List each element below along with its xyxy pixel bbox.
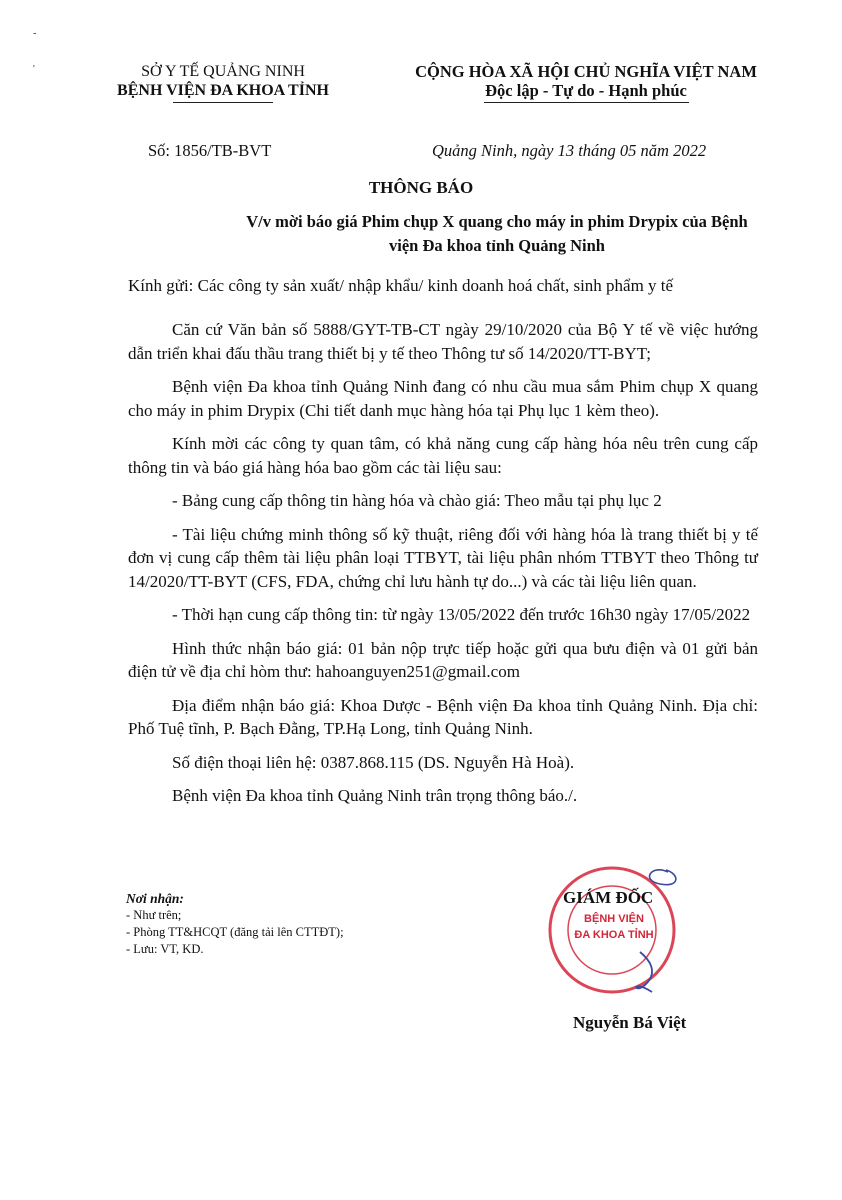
org-name: BỆNH VIỆN ĐA KHOA TỈNH	[117, 82, 329, 99]
doc-title: THÔNG BÁO	[368, 178, 474, 197]
recipients-block	[126, 890, 344, 958]
org-parent: SỞ Y TẾ QUẢNG NINH	[141, 63, 305, 80]
nation-block	[386, 62, 786, 103]
motto: Độc lập - Tự do - Hạnh phúc	[485, 81, 687, 100]
stamp-text: ĐA KHOA TỈNH	[574, 929, 654, 941]
signer-name: Nguyễn Bá Việt	[573, 1013, 687, 1032]
official-stamp	[540, 860, 690, 1000]
scan-mark: -	[33, 28, 37, 39]
divider	[173, 102, 273, 103]
paragraph: Bệnh viện Đa khoa tỉnh Quảng Ninh đang có nhu cầu mua sắm Phim chụp X quang cho máy in phim Drypix (Chi tiết danh mục hàng hóa tại Phụ lục 1 kèm theo).	[128, 377, 758, 420]
doc-subject: V/v mời báo giá Phim chụp X quang cho máy in phim Drypix của Bệnh viện Đa khoa tỉnh Quảng Ninh	[246, 212, 748, 255]
issuer-block	[98, 62, 348, 103]
paragraph: - Bảng cung cấp thông tin hàng hóa và chào giá: Theo mẫu tại phụ lục 2	[172, 491, 662, 510]
doc-number: Số: 1856/TB-BVT	[148, 141, 272, 160]
nation-title: CỘNG HÒA XÃ HỘI CHỦ NGHĨA VIỆT NAM	[415, 62, 757, 81]
scan-mark: '	[33, 64, 35, 75]
stamp-text: BỆNH VIỆN	[584, 913, 644, 925]
paragraph: Địa điểm nhận báo giá: Khoa Dược - Bệnh viện Đa khoa tỉnh Quảng Ninh. Địa chỉ: Phố Tuệ tĩnh, P. Bạch Đằng, TP.Hạ Long, tỉnh Quảng Ninh.	[128, 695, 758, 738]
paragraph: Số điện thoại liên hệ: 0387.868.115 (DS. Nguyễn Hà Hoà).	[172, 752, 575, 772]
paragraph: Hình thức nhận báo giá: 01 bản nộp trực tiếp hoặc gửi qua bưu điện và 01 gửi bản điện tử về địa chỉ hòm thư: hahoanguyen251@gmail.com	[128, 638, 758, 681]
recipient-item: - Lưu: VT, KD.	[126, 942, 204, 956]
signature-stroke	[650, 870, 676, 885]
doc-body	[128, 318, 758, 818]
recipient-line: Kính gửi: Các công ty sản xuất/ nhập khẩu/ kinh doanh hoá chất, sinh phẩm y tế	[128, 276, 674, 295]
recipients-title: Nơi nhận:	[126, 891, 184, 906]
paragraph: - Thời hạn cung cấp thông tin: từ ngày 13/05/2022 đến trước 16h30 ngày 17/05/2022	[172, 605, 751, 624]
signature-stroke	[636, 952, 652, 992]
paragraph: Căn cứ Văn bản số 5888/GYT-TB-CT ngày 29/10/2020 của Bộ Y tế về việc hướng dẫn triển khai đấu thầu trang thiết bị y tế theo Thông tư số 14/2020/TT-BYT;	[128, 320, 758, 363]
recipient-item: - Phòng TT&HCQT (đăng tải lên CTTĐT);	[126, 925, 344, 939]
paragraph: - Tài liệu chứng minh thông số kỹ thuật, riêng đối với hàng hóa là trang thiết bị y tế đơn vị cung cấp thêm tài liệu phân loại TTBYT, tài liệu phân nhóm TTBYT theo Thông tư 14/2020/TT-BYT (CFS, FDA, chứng chỉ lưu hành tự do...) và các tài liệu liên quan.	[128, 524, 758, 591]
signer-title: GIÁM ĐỐC	[563, 888, 654, 907]
paragraph: Bệnh viện Đa khoa tỉnh Quảng Ninh trân trọng thông báo./.	[172, 786, 578, 805]
paragraph: Kính mời các công ty quan tâm, có khả năng cung cấp hàng hóa nêu trên cung cấp thông tin và báo giá hàng hóa bao gồm các tài liệu sau:	[128, 434, 758, 477]
recipient-item: - Như trên;	[126, 908, 182, 922]
divider	[484, 102, 689, 103]
date-line: Quảng Ninh, ngày 13 tháng 05 năm 2022	[432, 141, 707, 160]
